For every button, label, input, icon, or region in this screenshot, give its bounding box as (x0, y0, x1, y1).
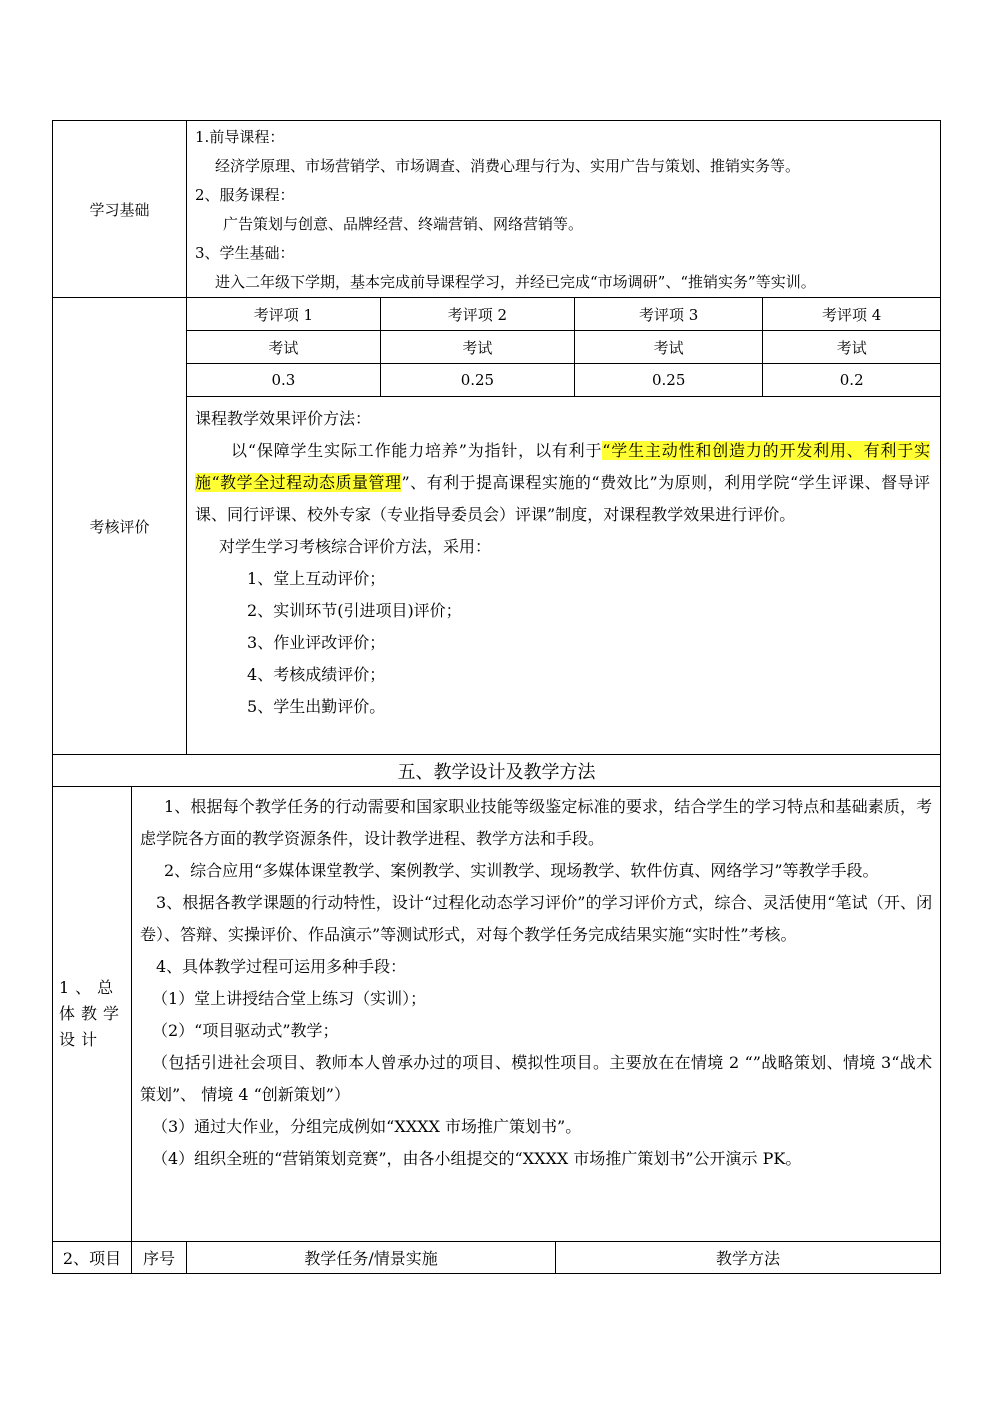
design-para-1: 1、根据每个教学任务的行动需要和国家职业技能等级鉴定标准的要求，结合学生的学习特点和基础素质，考虑学院各方面的教学资源条件，设计教学进程、教学方法和手段。 (140, 797, 933, 848)
project-task-header: 教学任务/情景实施 (187, 1242, 556, 1274)
overall-design-row (53, 787, 941, 1242)
student-basis-title: 3、学生基础： (195, 244, 295, 262)
student-item-4: 4、考核成绩评价； (247, 665, 386, 684)
assessment-content (187, 298, 941, 755)
item-1-type: 考试 (187, 331, 380, 364)
assessment-items-weight (187, 364, 940, 397)
design-para-9: （4）组织全班的“营销策划竞赛”，由各小组提交的“XXXX 市场推广策划书”公开演示 PK。 (152, 1149, 802, 1168)
project-method-header: 教学方法 (556, 1242, 941, 1274)
item-4-header: 考评项 4 (763, 298, 940, 331)
student-item-3: 3、作业评改评价； (247, 633, 386, 652)
item-3-type: 考试 (575, 331, 763, 364)
method-para-before: 以“保障学生实际工作能力培养”为指针，以有利于 (231, 441, 603, 460)
learning-basis-label: 学习基础 (53, 121, 187, 298)
document-page (52, 120, 940, 1274)
assessment-items-table (187, 298, 940, 397)
project-row (53, 1242, 941, 1274)
method-paragraph (195, 435, 930, 531)
assessment-items-header (187, 298, 940, 331)
method-title: 课程教学效果评价方法： (195, 409, 372, 428)
item-2-weight: 0.25 (380, 364, 574, 397)
item-1-weight: 0.3 (187, 364, 380, 397)
student-method-title: 对学生学习考核综合评价方法，采用： (219, 537, 492, 556)
overall-design-label: 1、总体教学设计 (53, 787, 132, 1242)
learning-basis-row (53, 121, 941, 298)
design-para-3: 3、根据各教学课题的行动特性，设计“过程化动态学习评价”的学习评价方式，综合、灵活使用“笔试（开、闭卷）、答辩、实操评价、作品演示”等测试形式，对每个教学任务完成结果实施“实时性”考核。 (140, 893, 933, 944)
design-para-6: （2）“项目驱动式”教学； (152, 1021, 339, 1040)
design-para-5: （1）堂上讲授结合堂上练习（实训）； (152, 989, 427, 1008)
project-index-header: 序号 (132, 1242, 187, 1274)
course-table (52, 120, 941, 1274)
service-title: 2、服务课程： (195, 186, 295, 204)
item-3-weight: 0.25 (575, 364, 763, 397)
method-para-after: ”、有利于提高课程实施的“费效比”为原则，利用学院“学生评课、督导评课、同行评课、校外专家（专业指导委员会）评课”制度，对课程教学效果进行评价。 (195, 473, 931, 524)
design-para-7: （包括引进社会项目、教师本人曾承办过的项目、模拟性项目。主要放在在情境 2 “”战略策划、情境 3“战术策划”、 情境 4 “创新策划”） (140, 1053, 933, 1104)
design-para-4: 4、具体教学过程可运用多种手段： (156, 957, 407, 976)
section5-title: 五、教学设计及教学方法 (53, 755, 941, 787)
student-item-2: 2、实训环节(引进项目)评价； (247, 601, 462, 620)
item-3-header: 考评项 3 (575, 298, 763, 331)
student-item-1: 1、堂上互动评价； (247, 569, 386, 588)
service-courses: 广告策划与创意、品牌经营、终端营销、网络营销等。 (223, 215, 584, 233)
item-4-type: 考试 (763, 331, 940, 364)
design-para-8: （3）通过大作业，分组完成例如“XXXX 市场推广策划书”。 (152, 1117, 582, 1136)
assessment-label: 考核评价 (53, 298, 187, 755)
item-4-weight: 0.2 (763, 364, 940, 397)
item-1-header: 考评项 1 (187, 298, 380, 331)
assessment-items-type (187, 331, 940, 364)
student-basis-text: 进入二年级下学期，基本完成前导课程学习，并经已完成“市场调研”、“推销实务”等实训。 (215, 273, 816, 291)
item-2-type: 考试 (380, 331, 574, 364)
method-para-highlight: “学生主动性和创造力的开发利用、有利于实施“教学全过程动态质量管理 (195, 441, 931, 492)
assessment-row (53, 298, 941, 755)
learning-basis-content (187, 121, 941, 298)
design-para-2: 2、综合应用“多媒体课堂教学、案例教学、实训教学、现场教学、软件仿真、网络学习”等教学手段。 (164, 861, 879, 880)
overall-design-content (132, 787, 941, 1242)
prereq-title: 1.前导课程： (195, 128, 285, 146)
section5-row (53, 755, 941, 787)
prereq-courses: 经济学原理、市场营销学、市场调查、消费心理与行为、实用广告与策划、推销实务等。 (215, 157, 801, 175)
student-item-5: 5、学生出勤评价。 (247, 697, 386, 716)
project-label: 2、项目 (53, 1242, 132, 1274)
item-2-header: 考评项 2 (380, 298, 574, 331)
assessment-text (187, 397, 940, 727)
